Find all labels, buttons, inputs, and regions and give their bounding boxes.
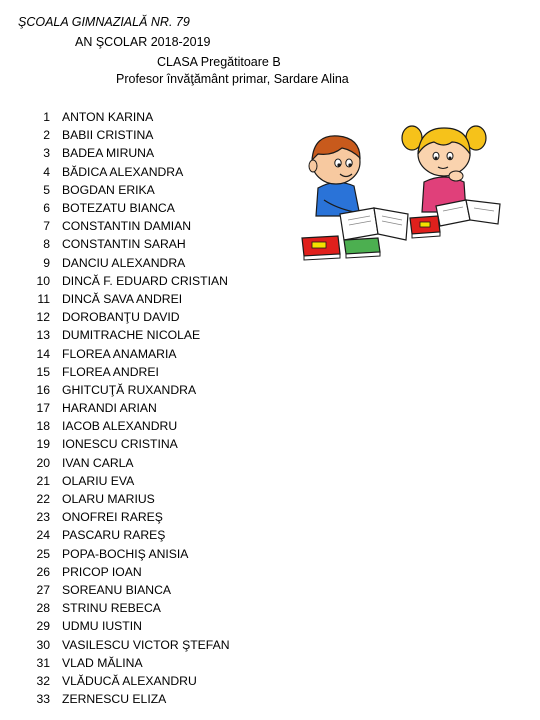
list-item [24, 617, 284, 635]
student-number: 4 [43, 164, 50, 179]
boy-open-book [340, 208, 408, 240]
student-name: POPA-BOCHIŞ ANISIA [62, 546, 189, 561]
student-number: 3 [43, 146, 50, 161]
list-item [24, 545, 284, 563]
student-number: 9 [43, 255, 50, 270]
student-name: CONSTANTIN DAMIAN [62, 219, 192, 234]
list-item [24, 144, 284, 162]
school-name: ŞCOALA GIMNAZIALĂ NR. 79 [18, 15, 190, 29]
list-item [24, 435, 284, 453]
student-number: 23 [36, 510, 50, 525]
list-item [24, 308, 284, 326]
list-item [24, 217, 284, 235]
list-item [24, 344, 284, 362]
list-item [24, 490, 284, 508]
student-name: STRINU REBECA [62, 601, 161, 616]
student-name: OLARIU EVA [62, 473, 135, 488]
student-number: 28 [36, 601, 50, 616]
list-item [24, 690, 284, 708]
student-number: 5 [43, 182, 50, 197]
girl-figure [402, 126, 486, 212]
student-number: 24 [36, 528, 50, 543]
list-item [24, 417, 284, 435]
student-number: 15 [36, 364, 50, 379]
list-item [24, 235, 284, 253]
student-name: DANCIU ALEXANDRA [62, 255, 186, 270]
student-name: DINCĂ F. EDUARD CRISTIAN [62, 273, 228, 288]
student-number: 33 [36, 692, 50, 707]
student-number: 32 [36, 673, 50, 688]
student-name: ANTON KARINA [62, 110, 154, 125]
student-number: 1 [43, 110, 50, 125]
student-number: 17 [36, 401, 50, 416]
student-name: SOREANU BIANCA [62, 582, 172, 597]
class-name: CLASA Pregătitoare B [157, 55, 281, 69]
student-name: IVAN CARLA [62, 455, 134, 470]
student-number: 26 [36, 564, 50, 579]
student-name: BOTEZATU BIANCA [62, 201, 175, 216]
student-number: 12 [36, 310, 50, 325]
student-name: ZERNESCU ELIZA [62, 692, 167, 707]
student-name: UDMU IUSTIN [62, 619, 142, 634]
list-item [24, 326, 284, 344]
student-name: BABII CRISTINA [62, 128, 154, 143]
boy-figure [309, 136, 360, 216]
list-item [24, 272, 284, 290]
student-number: 22 [36, 492, 50, 507]
student-number: 31 [36, 655, 50, 670]
student-name: BOGDAN ERIKA [62, 182, 155, 197]
list-item [24, 290, 284, 308]
student-number: 20 [36, 455, 50, 470]
green-book-left [344, 238, 380, 258]
student-number: 27 [36, 582, 50, 597]
student-number: 11 [37, 291, 50, 306]
student-number: 13 [36, 328, 50, 343]
student-name: BĂDICA ALEXANDRA [62, 164, 184, 179]
student-name: HARANDI ARIAN [62, 401, 157, 416]
list-item [24, 163, 284, 181]
red-book-left [302, 236, 340, 260]
list-item [24, 599, 284, 617]
student-name: PASCARU RAREŞ [62, 528, 166, 543]
list-item [24, 381, 284, 399]
list-item [24, 126, 284, 144]
student-name: FLOREA ANAMARIA [62, 346, 177, 361]
student-number: 6 [43, 201, 50, 216]
student-name: VLAD MĂLINA [62, 655, 143, 670]
student-number: 19 [36, 437, 50, 452]
student-name: IACOB ALEXANDRU [62, 419, 178, 434]
student-number: 25 [36, 546, 50, 561]
list-item [24, 635, 284, 653]
student-number: 30 [36, 637, 50, 652]
student-number: 2 [43, 128, 50, 143]
student-number: 14 [36, 346, 50, 361]
list-item [24, 508, 284, 526]
student-number: 7 [43, 219, 50, 234]
student-name: GHITCUŢĂ RUXANDRA [62, 382, 197, 397]
list-item [24, 654, 284, 672]
red-book-right [410, 216, 440, 238]
list-item [24, 563, 284, 581]
student-name: FLOREA ANDREI [62, 364, 159, 379]
student-name: IONESCU CRISTINA [62, 437, 178, 452]
student-name: DOROBANŢU DAVID [62, 310, 180, 325]
list-item [24, 399, 284, 417]
children-reading-icon [296, 116, 508, 272]
student-name: ONOFREI RAREŞ [62, 510, 163, 525]
school-year: AN ŞCOLAR 2018-2019 [75, 35, 211, 49]
list-item [24, 199, 284, 217]
student-name: OLARU MARIUS [62, 492, 155, 507]
student-name: CONSTANTIN SARAH [62, 237, 186, 252]
teacher-name: Profesor învăţământ primar, Sardare Alina [116, 72, 349, 86]
list-item [24, 472, 284, 490]
student-number: 8 [43, 237, 50, 252]
student-name: BADEA MIRUNA [62, 146, 155, 161]
list-item [24, 181, 284, 199]
student-number: 29 [36, 619, 50, 634]
student-number: 16 [36, 382, 50, 397]
list-item [24, 672, 284, 690]
list-item [24, 108, 284, 126]
student-number: 18 [36, 419, 50, 434]
student-number: 10 [36, 273, 50, 288]
list-item [24, 581, 284, 599]
list-item [24, 363, 284, 381]
student-name: DINCĂ SAVA ANDREI [62, 291, 183, 306]
list-item [24, 526, 284, 544]
list-item [24, 454, 284, 472]
student-name: VLĂDUCĂ ALEXANDRU [62, 673, 197, 688]
list-item [24, 254, 284, 272]
student-number: 21 [36, 473, 50, 488]
student-name: DUMITRACHE NICOLAE [62, 328, 201, 343]
student-name: PRICOP IOAN [62, 564, 142, 579]
student-list [24, 108, 284, 708]
student-name: VASILESCU VICTOR ŞTEFAN [62, 637, 230, 652]
girl-open-book [436, 200, 500, 226]
